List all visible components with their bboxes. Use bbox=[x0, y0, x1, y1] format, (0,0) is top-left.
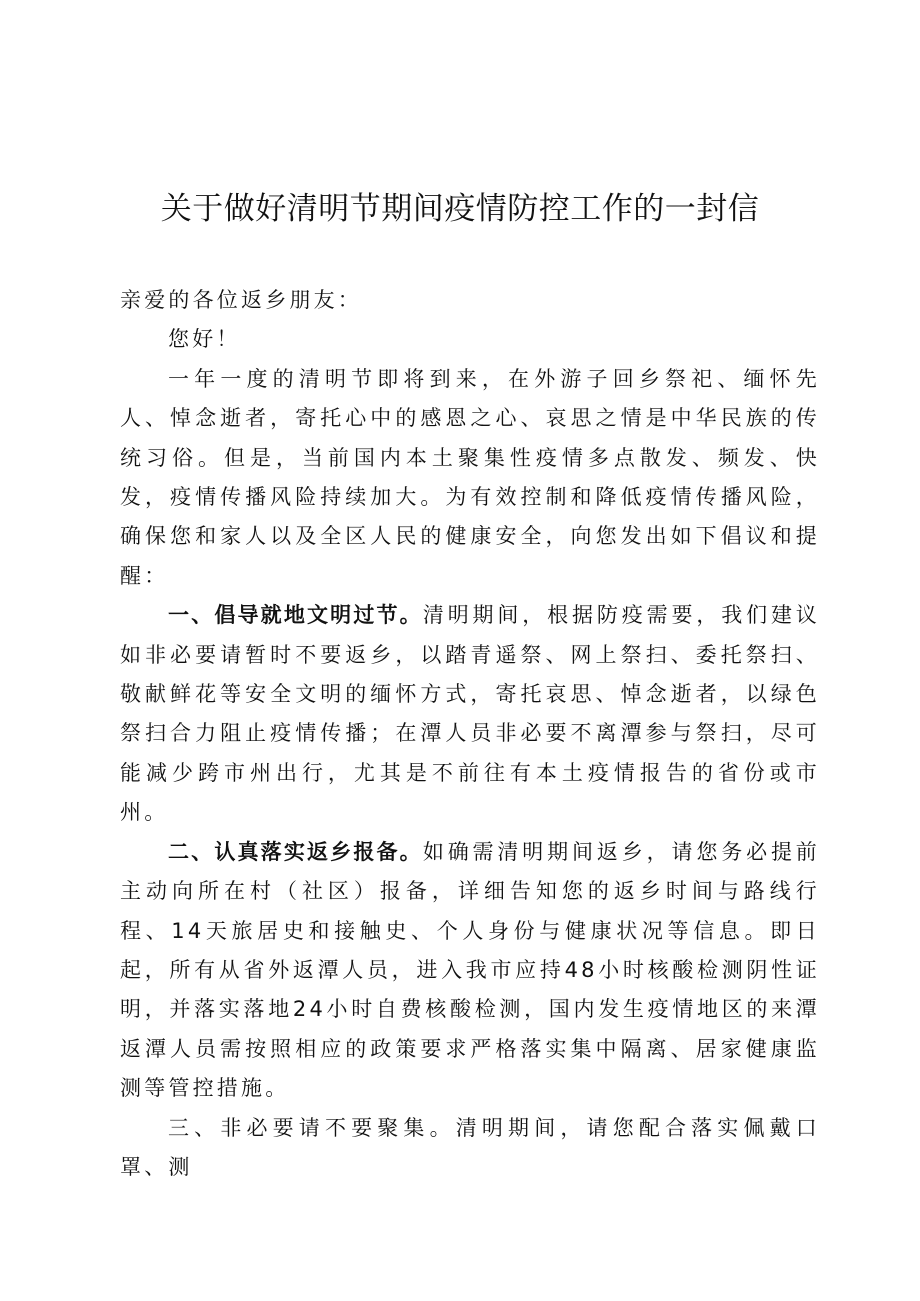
section-1-paragraph bbox=[120, 596, 820, 832]
section-3-body: 清明期间，请您配合落实佩戴口罩、测 bbox=[120, 1115, 820, 1179]
letter-body bbox=[120, 281, 820, 1187]
section-1-heading: 一、倡导就地文明过节。 bbox=[168, 603, 423, 628]
section-2-paragraph bbox=[120, 833, 820, 1109]
intro-paragraph: 一年一度的清明节即将到来，在外游子回乡祭祀、缅怀先人、悼念逝者，寄托心中的感恩之心、哀思之情是中华民族的传统习俗。但是，当前国内本土聚集性疫情多点散发、频发、快发，疫情传播风险持续加大。为有效控制和降低疫情传播风险，确保您和家人以及全区人民的健康安全，向您发出如下倡议和提醒： bbox=[120, 366, 820, 588]
section-2-body: 如确需清明期间返乡，请您务必提前主动向所在村（社区）报备，详细告知您的返乡时间与路线行程、14天旅居史和接触史、个人身份与健康状况等信息。即日起，所有从省外返潭人员，进入我市应持48小时核酸检测阴性证明，并落实落地24小时自费核酸检测，国内发生疫情地区的来潭返潭人员需按照相应的政策要求严格落实集中隔离、居家健康监测等管控措施。 bbox=[120, 839, 821, 1101]
section-2-heading: 二、认真落实返乡报备。 bbox=[168, 839, 423, 864]
greeting: 您好！ bbox=[168, 327, 241, 352]
document-title: 关于做好清明节期间疫情防控工作的一封信 bbox=[160, 191, 760, 227]
salutation: 亲爱的各位返乡朋友： bbox=[120, 288, 362, 312]
section-1-body: 清明期间，根据防疫需要，我们建议如非必要请暂时不要返乡，以踏青遥祭、网上祭扫、委托祭扫、敬献鲜花等安全文明的缅怀方式，寄托哀思、悼念逝者，以绿色祭扫合力阻止疫情传播；在潭人员非必要不离潭参与祭扫，尽可能减少跨市州出行，尤其是不前往有本土疫情报告的省份或市州。 bbox=[120, 603, 821, 825]
section-3-heading: 三、非必要请不要聚集。 bbox=[168, 1115, 456, 1140]
section-3-paragraph bbox=[120, 1109, 820, 1188]
